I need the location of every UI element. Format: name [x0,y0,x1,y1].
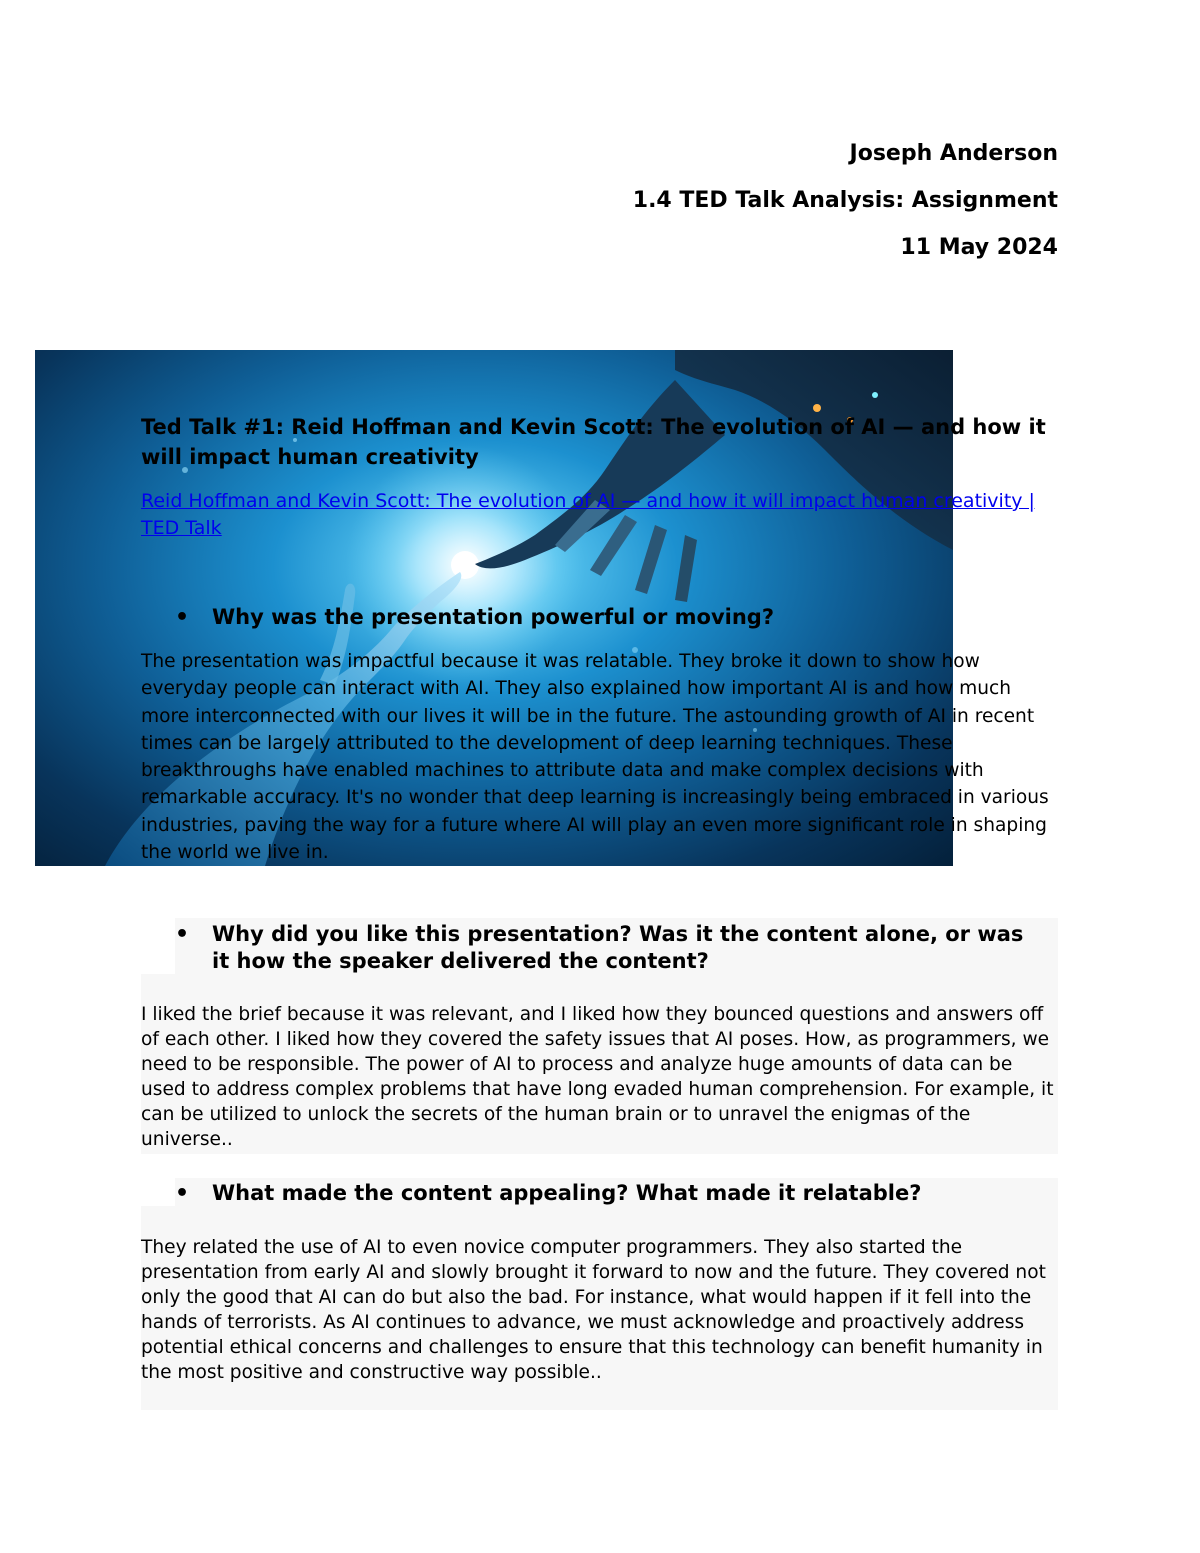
robot-light [813,404,821,412]
answer-3: They related the use of AI to even novice computer programmers. They also started the presentation from early AI and slowly brought it forward to now and the future. They covered not only the good that AI can do but also the bad. For instance, what would happen if it fell into the hands of terrorists. As AI continues to advance, we must acknowledge and proactively address potential ethical concerns and challenges to ensure that this technology can benefit humanity in the most positive and constructive way possible.. [141,1237,1046,1383]
question-text: What made the content appealing? What made it relatable? [212,1181,922,1205]
question-text: Why was the presentation powerful or moving? [212,605,775,629]
talk-link[interactable]: Reid Hoffman and Kevin Scott: The evolution of AI — and how it will impact human creativity | TED Talk [141,490,1035,539]
question-1 [175,604,1035,631]
light-spark [451,551,479,579]
robot-finger [675,535,697,602]
answer-1: The presentation was impactful because it was relatable. They broke it down to show how everyday people can interact with AI. They also explained how important AI is and how much more interconnected with our lives it will be in the future. The astounding growth of AI in recent times can be largely attributed to the development of deep learning techniques. These breakthroughs have enabled machines to attribute data and make complex decisions with remarkable accuracy. It's no wonder that deep learning is increasingly being embraced in various industries, paving the way for a future where AI will play an even more significant role in shaping the world we live in. [141,651,1049,864]
assignment-title: 1.4 TED Talk Analysis: Assignment [632,188,1058,213]
bullet-icon: • [175,1181,190,1206]
bullet-icon: • [175,605,190,630]
question-2 [175,921,1035,975]
robot-light [872,392,878,398]
talk-title: Ted Talk #1: Reid Hoffman and Kevin Scott: The evolution of AI — and how it will impact human creativity [141,415,1046,469]
document-header [633,140,1058,281]
bullet-icon: • [175,922,190,947]
document-date: 11 May 2024 [900,235,1058,260]
question-text: Why did you like this presentation? Was it the content alone, or was it how the speaker delivered the content? [212,922,1024,973]
answer-2: I liked the brief because it was relevant, and I liked how they bounced questions and answers off of each other. I liked how they covered the safety issues that AI poses. How, as programmers, we need to be responsible. The power of AI to process and analyze huge amounts of data can be used to address complex problems that have long evaded human comprehension. For example, it can be utilized to unlock the secrets of the human brain or to unravel the enigmas of the universe.. [141,1004,1054,1150]
question-3 [175,1180,1035,1207]
author-name: Joseph Anderson [849,141,1058,166]
